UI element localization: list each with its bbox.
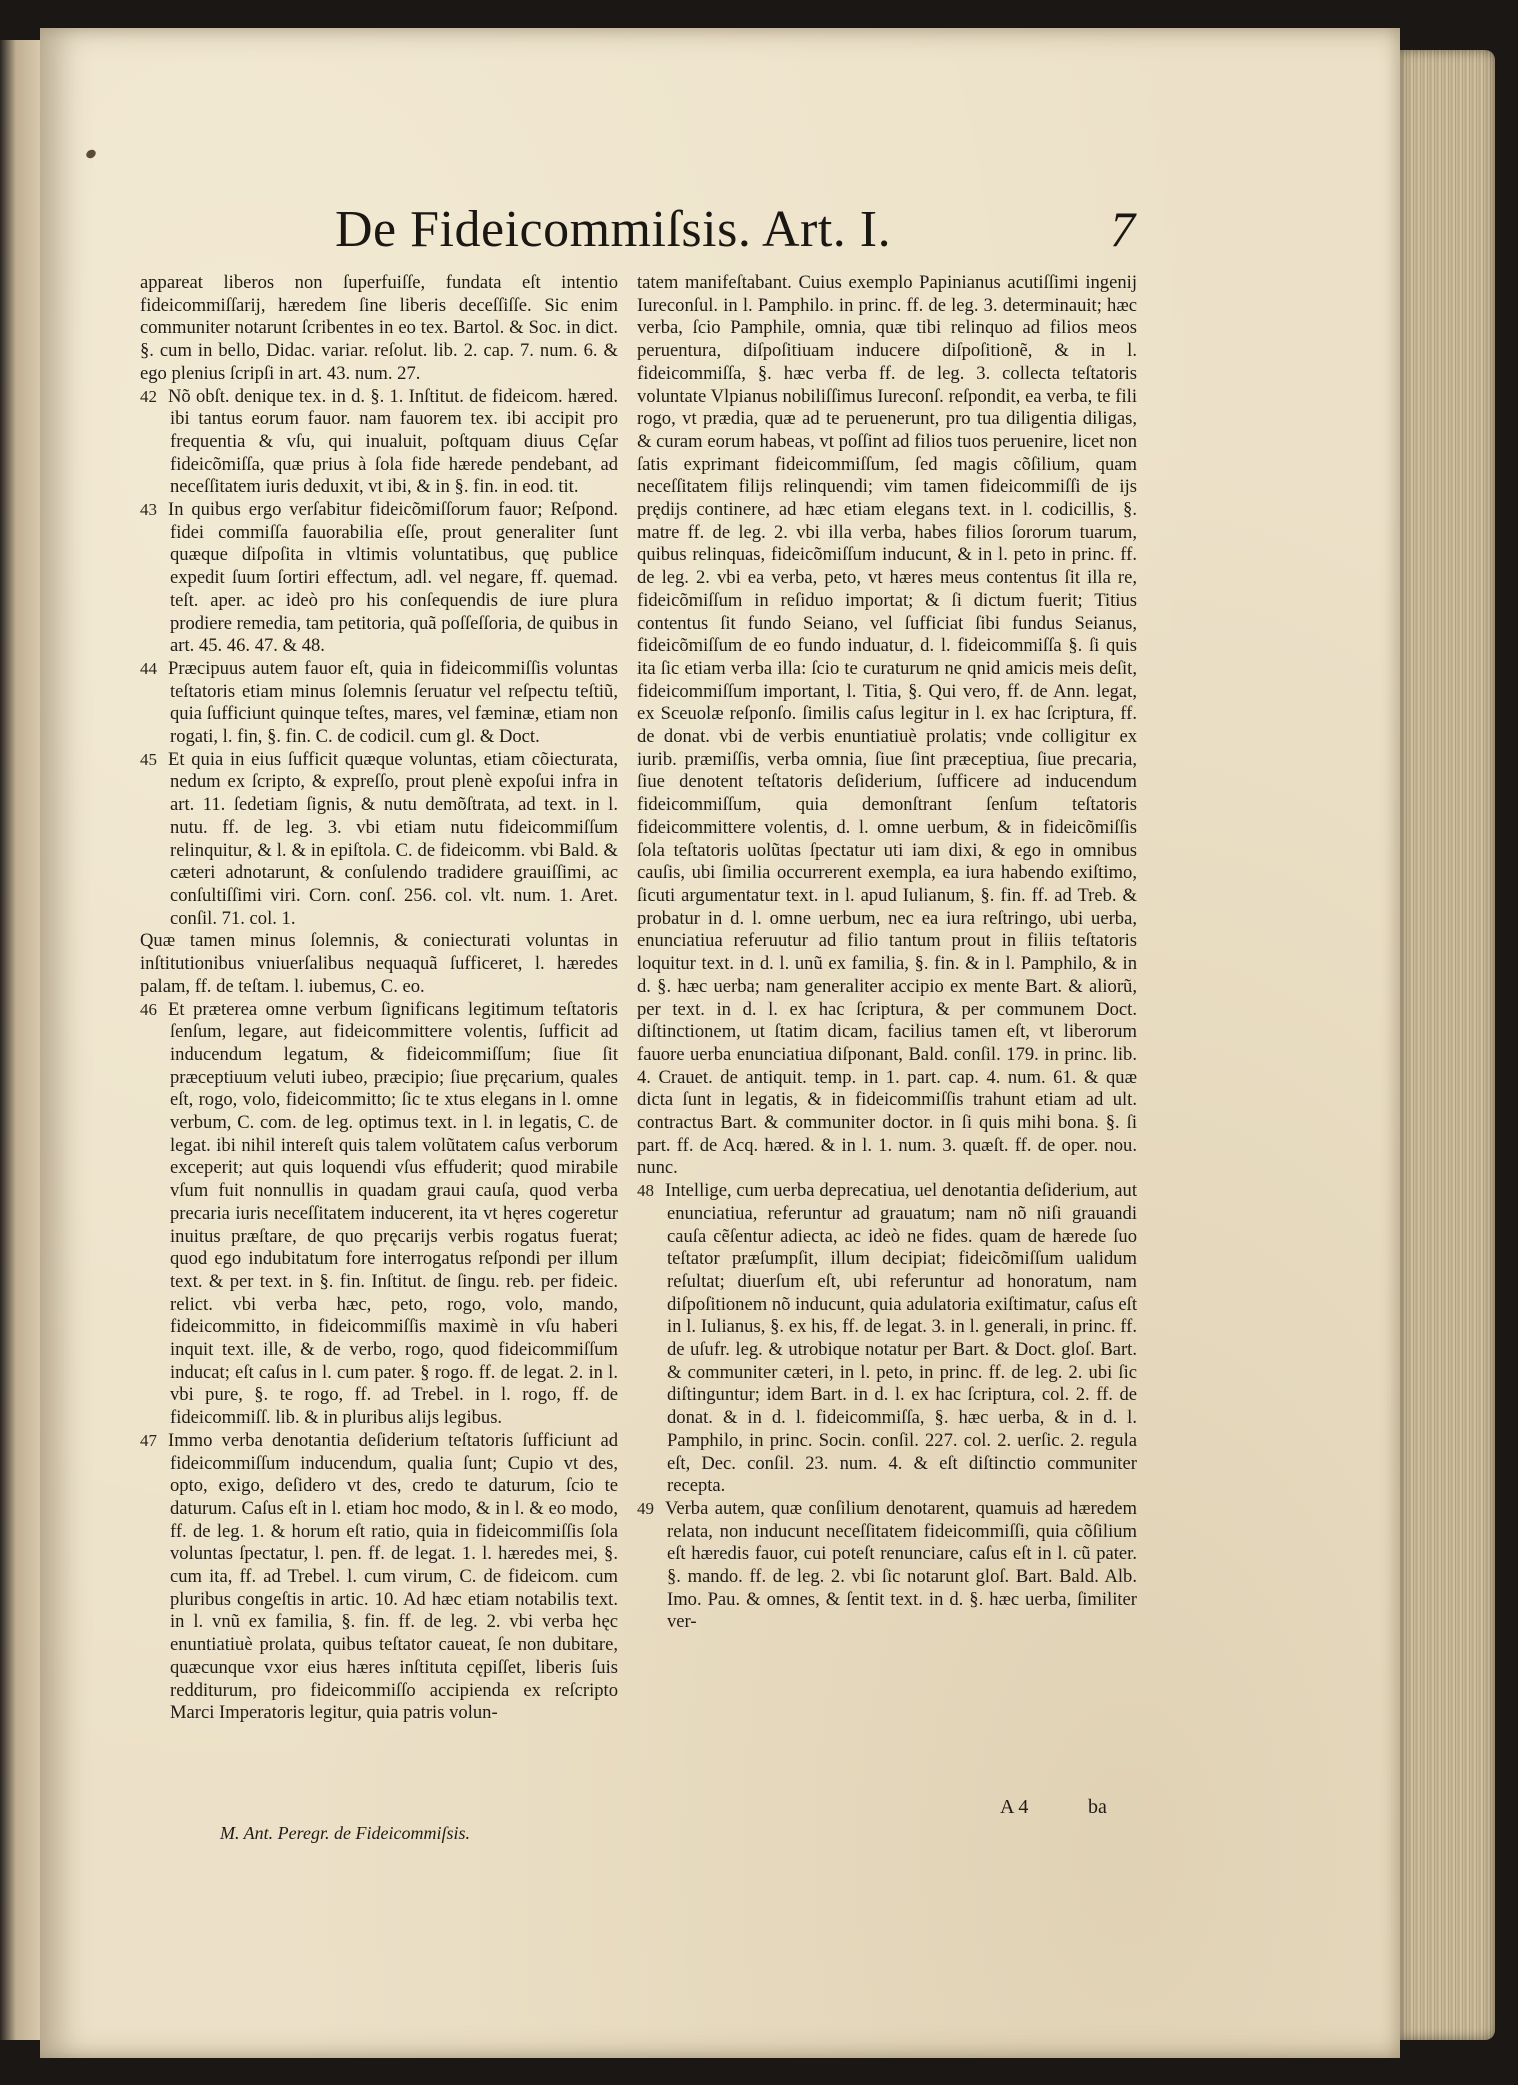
- paragraph-text: Immo verba denotantia deſiderium teſtatoris ſufficiunt ad fideicommiſſum inducendum, qualia ſunt; Cupio vt des, opto, exigo, deſidero vt des, credo te daturum, ſcio te daturum. Caſus eſt in l. etiam hoc modo, & in l. & eo modo, ff. de leg. 1. & horum eſt ratio, quia in fideicommiſſis ſola voluntas ſpectatur, l. pen. ff. de legat. 1. l. hæredes mei, §. cum ita, ff. ad Trebel. l. cum virum, C. de fideicom. cum pluribus congeſtis in artic. 10. Ad hæc etiam notabilis text. in l. vnũ ex familia, §. fin. ff. de leg. 2. vbi verba hęc enuntiatiuè prolata, quibus teſtator caueat, ſe non dubitare, quæcunque vxor eius hæres inſtituta cępiſſet, liberis ſuis redditurum, pro fideicommiſſo accipienda ex reſcripto Marci Imperatoris legitur, quia patris volun-: [168, 1429, 618, 1724]
- paragraph: [140, 499, 618, 658]
- paragraph: [140, 658, 618, 749]
- paragraph-text: Quæ tamen minus ſolemnis, & coniecturati voluntas in inſtitutionibus vniuerſalibus nequaquã ſufficeret, l. hæredes palam, ff. de teſtam. l. iubemus, C. eo.: [140, 930, 618, 997]
- paragraph: [140, 999, 618, 1430]
- paragraph-text: tatem manifeſtabant. Cuius exemplo Papinianus acutiſſimi ingenij Iureconſul. in l. Pamphilo. in princ. ff. de leg. 3. determinauit; hæc verba, ſcio Pamphile, omnia, quæ tibi relinquo ad filios meos peruentura, diſpoſitiuam inducere diſpoſitionẽ, & in l. fideicommiſſa, §. hæc verba ff. de leg. 3. collecta teſtatoris voluntate Vlpianus nobiliſſimus Iureconſ. reſpondit, ea verba, te fili rogo, vt prædia, quæ ad te peruenerunt, pro tua diligentia diligas, & curam eorum habeas, vt poſſint ad filios tuos peruenire, licet non ſatis exprimant fideicommiſſum, ſed magis cõſilium, quam neceſſitatem filijs relinquendi; vim tamen fideicommiſſi de ijs prędijs continere, ad hæc etiam elegans text. in l. codicillis, §. matre ff. de leg. 2. vbi illa verba, habes filios ſororum tuarum, quibus relinquas, fideicõmiſſum inducunt, & in l. peto in princ. ff. de leg. 2. vbi ea verba, peto, vt hæres meus contentus ſit illa re, fideicõmiſſum in reſiduo importat; & ſi dictum fuerit; Titius contentus ſit fundo Seiano, vel ſufficiat ſibi fundus Seianus, fideicõmiſſum de eo fundo induatur, d. l. fideicommiſſa §. ſi quis ita ſic etiam verba illa: ſcio te curaturum ne qnid amicis meis deſit, fideicommiſſum important, l. Titia, §. Qui vero, ff. de Ann. legat, ex Sceuolæ reſponſo. ſimilis caſus legitur in l. ex hac ſcriptura, ff. de donat. vbi de verbis enuntiatiuè prolatis; vnde colligitur ex iurib. præmiſſis, verba omnia, ſiue ſint præceptiua, ſiue precaria, ſiue denotent teſtatoris deſiderium, ſufficere ad inducendum fideicommiſſum, quia demonſtrant ſenſum teſtatoris fideicommittere volentis, d. l. omne uerbum, & in fideicõmiſſis ſola teſtatoris uolũtas ſpectatur uti iam dixi, & ego in omnibus cauſis, ubi ſimilia occurrerent exempla, ea iura habendo exiſtimo, ſicuti argumentatur text. in l. apud Iulianum, §. fin. ff. ad Treb. & probatur in d. l. omne uerbum, nec ea iura reſtringo, ubi uerba, enunciatiua referuutur ad filio tantum prout in filiis teſtatoris loquitur text. in d. l. unũ ex familia, §. fin. & in l. Pamphilo, & in d. §. hæc uerba; nam generaliter accipio ex mente Bart. & aliorũ, per text. in d. l. ex hac ſcriptura, & per communem Doct. diſtinctionem, ut ſtatim dicam, facilius tamen eſt, vt liberorum fauore uerba enunciatiua diſponant, Bald. conſil. 179. in princ. lib. 4. Crauet. de antiquit. temp. in 1. part. cap. 4. num. 61. & quæ dicta ſunt in legatis, & in fideicommiſſis trahunt etiam ad ult. contractus Bart. & communiter doctor. in ſi quis mihi bona. §. ſi part. ff. de Acq. hæred. & in l. 1. num. 3. quæſt. ff. de oper. nou. nunc.: [637, 272, 1137, 1179]
- right-column: [637, 272, 1137, 1634]
- marginal-number: 48: [637, 1181, 654, 1201]
- paragraph: [637, 272, 1137, 1180]
- paragraph-text: Et præterea omne verbum ſignificans legitimum teſtatoris ſenſum, legare, aut fideicommittere volentis, ſufficit ad inducendum legatum, & fideicommiſſum; ſiue ſit præceptiuum veluti iubeo, præcipio; ſiue pręcarium, quales eſt, rogo, volo, fideicommitto; ſic te xtus elegans in l. omne verbum, C. com. de leg. optimus text. in l. in legatis, C. de legat. ibi nihil intereſt quis talem volũtatem caſus verborum exceperit; aut quis loquendi vſus effuderit; quod mirabile vſum fuit nonnullis in quadam graui cauſa, quod verba precaria iuris neceſſitatem inducerent, ita vt hęres cogeretur inuitus præſtare, de quo pręcarijs verbis rogatus fuerat; quod ego indubitatum fore interrogatus reſpondi per illum text. & per text. in §. fin. Inſtitut. de ſingu. reb. per fideic. relict. vbi verba hæc, peto, rogo, volo, mando, fideicommitto, in fideicommiſſis maximè in vſu haberi inquit text. ille, & de verbo, rogo, quod fideicommiſſum inducat; eſt caſus in l. cum pater. § rogo. ff. de legat. 2. in l. vbi pure, §. te rogo, ff. ad Trebel. in l. rogo, ff. de fideicommiſſ. lib. & in pluribus alijs legibus.: [168, 998, 618, 1429]
- paragraph: [637, 1180, 1137, 1498]
- paragraph: [637, 1498, 1137, 1634]
- page-header: [335, 200, 1135, 280]
- paragraph-text: Et quia in eius ſufficit quæque voluntas, etiam cõiecturata, nedum ex ſcripto, & expreſſo, prout plenè expoſui infra in art. 11. ſedetiam ſignis, & nutu demõſtrata, ad text. in l. nutu. ff. de leg. 3. vbi etiam nutu fideicommiſſum relinquitur, & l. & in epiſtola. C. de fideicomm. vbi Bald. & cæteri adnotarunt, & conſulendo tradidere grauiſſimi, ac conſultiſſimi viri. Corn. conſ. 256. col. vlt. num. 1. Aret. conſil. 71. col. 1.: [168, 748, 618, 929]
- paragraph: [140, 272, 618, 386]
- author-footnote: M. Ant. Peregr. de Fideicommiſsis.: [220, 1823, 470, 1843]
- folio-number: 7: [1110, 201, 1135, 257]
- facing-page-edge: [0, 40, 40, 2040]
- paragraph-text: In quibus ergo verſabitur fideicõmiſſorum fauor; Reſpond. fidei commiſſa fauorabilia eſſe, prout generaliter ſunt quæque diſpoſita in vltimis voluntatibus, quę publice expedit ſuum ſortiri effectum, adl. vel negare, ff. quemad. teſt. aper. ac ideò pro his conſequendis de iure plura prodiere remedia, tam petitoria, quã poſſeſſoria, de quibus in art. 45. 46. 47. & 48.: [168, 499, 618, 657]
- running-head: De Fideicommiſsis. Art. I.: [335, 201, 892, 258]
- marginal-number: 44: [140, 658, 157, 678]
- paragraph: [140, 749, 618, 931]
- page-block-edge: [1400, 50, 1495, 2040]
- paragraph: [140, 1430, 618, 1725]
- paragraph-text: appareat liberos non ſuperfuiſſe, fundata eſt intentio fideicommiſſarij, hæredem ſine liberis deceſſiſſe. Sic enim communiter notarunt ſcribentes in eo tex. Bartol. & Soc. in dict. §. cum in bello, Didac. variar. reſolut. lib. 2. cap. 7. num. 6. & ego plenius ſcripſi in art. 43. num. 27.: [140, 272, 618, 384]
- marginal-number: 46: [140, 999, 157, 1019]
- paragraph-text: Intellige, cum uerba deprecatiua, uel denotantia deſiderium, aut enunciatiua, referuntur ad grauatum; nam nõ niſi grauandi cauſa cẽſentur adiecta, ac ideò ne fides. quam de hærede ſuo teſtator præſumpſit, illum decipiat; fideicõmiſſum ualidum reſultat; diuerſum eſt, ubi referuntur ad honoratum, nam diſpoſitionem nõ inducunt, quia adulatoria exiſtimatur, caſus eſt in l. Iulianus, §. ex his, ff. de legat. 3. in l. generali, in princ. ff. de uſufr. leg. & utrobique notatur per Bart. & Doct. gloſ. Bart. & communiter cæteri, in l. peto, in princ. ff. de leg. 2. ubi ſic diſtinguntur; idem Bart. in d. l. ex hac ſcriptura, col. 2. ff. de donat. & in d. l. fideicommiſſa, §. hæc uerba, & in d. l. Pamphilo, in princ. Socin. conſil. 227. col. 2. uerſic. 2. regula eſt, Dec. conſil. 23. num. 4. & eſt diſtinctio communiter recepta.: [665, 1180, 1137, 1497]
- paragraph: [140, 930, 618, 998]
- paragraph-text: Præcipuus autem fauor eſt, quia in fideicommiſſis voluntas teſtatoris etiam minus ſolemnis ſeruatur vel reſpectu teſtiũ, quia ſufficiunt quinque teſtes, mares, vel fæminæ, etiam non rogati, l. fin, §. fin. C. de codicil. cum gl. & Doct.: [168, 657, 618, 748]
- marginal-number: 42: [140, 386, 157, 406]
- paragraph-text: Nõ obſt. denique tex. in d. §. 1. Inſtitut. de fideicom. hæred. ibi tantus eorum fauor. nam fauorem tex. ibi accipit pro frequentia & vſu, qui inualuit, poſtquam diuus Cęſar fideicõmiſſa, quæ prius à ſola fide hærede pendebant, ad neceſſitatem iuris deduxit, vt ibi, & in §. fin. in eod. tit.: [168, 385, 618, 498]
- marginal-number: 49: [637, 1498, 654, 1518]
- paragraph: [140, 386, 618, 500]
- paragraph-text: Verba autem, quæ conſilium denotarent, quamuis ad hæredem relata, non inducunt neceſſitatem fideicommiſſi, quia cõſilium eſt hæredis fauor, cui poteſt renunciare, caſus eſt in l. cũ pater. §. mando. ff. de leg. 2. vbi ſic notarunt gloſ. Bart. Bald. Alb. Imo. Pau. & omnes, & ſentit text. in d. §. hæc uerba, ſimiliter ver-: [665, 1497, 1137, 1633]
- marginal-number: 47: [140, 1430, 157, 1450]
- marginal-number: 43: [140, 500, 157, 520]
- left-column: [140, 272, 618, 1725]
- signature-mark: A 4: [1000, 1796, 1029, 1818]
- catchword: ba: [1088, 1796, 1107, 1818]
- marginal-number: 45: [140, 749, 157, 769]
